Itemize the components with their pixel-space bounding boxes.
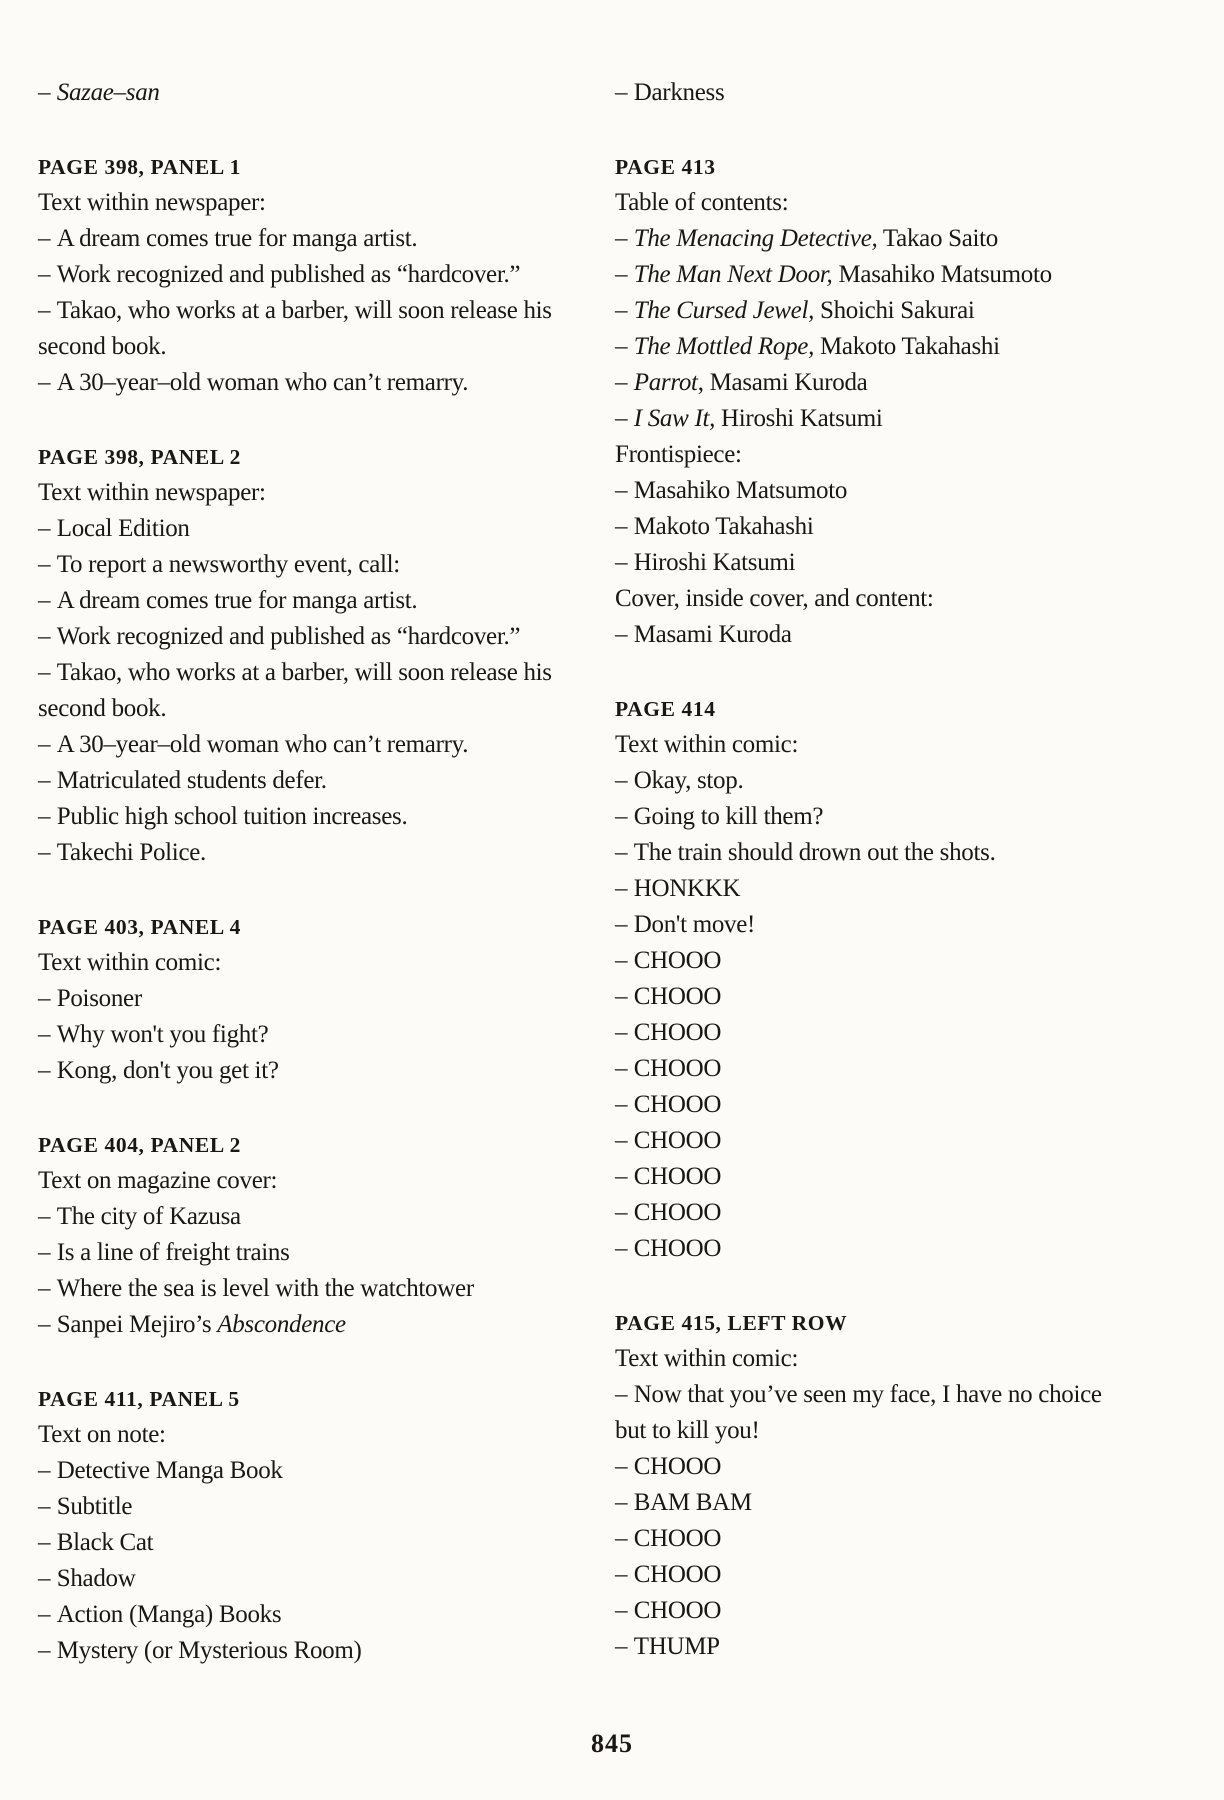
label-line: [615, 581, 1215, 617]
text-segment: , Masami Kuroda: [697, 369, 868, 396]
dash-marker: –: [615, 1489, 634, 1516]
text-segment: Hiroshi Katsumi: [633, 549, 796, 576]
list-item-line: [615, 1195, 1215, 1231]
text-segment: second book.: [38, 695, 167, 722]
list-item-line: [38, 835, 613, 871]
label-line: [615, 437, 1215, 473]
text-segment: Poisoner: [56, 985, 142, 1012]
text-section: [615, 149, 1215, 653]
text-segment: Frontispiece:: [615, 441, 742, 468]
left-column: [38, 75, 613, 1669]
list-item-line: [615, 1231, 1215, 1267]
dash-marker: –: [38, 1203, 57, 1230]
text-segment: A 30–year–old woman who can’t remarry.: [56, 369, 469, 396]
text-segment: Takechi Police.: [56, 839, 206, 866]
list-item-line: [615, 1557, 1215, 1593]
dash-marker: –: [615, 911, 634, 938]
list-item-line: [38, 257, 613, 293]
list-item-line: [38, 981, 613, 1017]
list-item-line: [38, 365, 613, 401]
text-segment: Black Cat: [56, 1529, 154, 1556]
list-item-line: [615, 979, 1215, 1015]
dash-marker: –: [38, 803, 57, 830]
list-item-line: [615, 871, 1215, 907]
text-segment: Table of contents:: [615, 189, 789, 216]
list-item-line: [38, 75, 613, 111]
text-section: [615, 691, 1215, 1267]
section-heading: PAGE 413: [615, 155, 716, 179]
list-item-line: [38, 511, 613, 547]
text-segment: Going to kill them?: [633, 803, 824, 830]
list-item-line: [615, 545, 1215, 581]
dash-marker: –: [615, 983, 634, 1010]
dash-marker: –: [615, 549, 634, 576]
list-item-line: [615, 617, 1215, 653]
text-segment: The city of Kazusa: [56, 1203, 241, 1230]
text-segment: CHOOO: [633, 1055, 722, 1082]
dash-marker: –: [615, 1199, 634, 1226]
text-segment: A dream comes true for manga artist.: [56, 225, 418, 252]
label-line: [615, 185, 1215, 221]
dash-marker: –: [615, 839, 634, 866]
text-segment: Makoto Takahashi: [814, 333, 1000, 360]
text-segment: HONKKK: [633, 875, 741, 902]
dash-marker: –: [615, 1091, 634, 1118]
dash-marker: –: [38, 659, 57, 686]
list-item-line: [615, 1087, 1215, 1123]
dash-marker: –: [38, 1529, 57, 1556]
list-item-line: [615, 257, 1215, 293]
list-item-line: [38, 1561, 613, 1597]
list-item-line: [38, 547, 613, 583]
dash-marker: –: [38, 1311, 57, 1338]
text-segment: Cover, inside cover, and content:: [615, 585, 934, 612]
text-segment: Is a line of freight trains: [56, 1239, 290, 1266]
text-segment: Masahiko Matsumoto: [832, 261, 1052, 288]
italic-text: The Man Next Door,: [633, 261, 833, 288]
dash-marker: –: [38, 623, 57, 650]
list-item-line: [615, 221, 1215, 257]
dash-marker: –: [615, 875, 634, 902]
section-heading: PAGE 411, PANEL 5: [38, 1387, 240, 1411]
text-segment: CHOOO: [633, 1235, 722, 1262]
list-item-line: [38, 1017, 613, 1053]
text-segment: Shadow: [56, 1565, 136, 1592]
page-number: 845: [591, 1729, 633, 1758]
text-segment: Takao, who works at a barber, will soon release his: [56, 659, 552, 686]
italic-text: The Menacing Detective,: [633, 225, 878, 252]
dash-marker: –: [38, 261, 57, 288]
list-item-line: [615, 329, 1215, 365]
dash-marker: –: [38, 551, 57, 578]
list-item-line: [38, 1271, 613, 1307]
dash-marker: –: [38, 1493, 57, 1520]
text-section: [615, 1305, 1215, 1665]
text-section: [38, 439, 613, 871]
list-item-line: [38, 1199, 613, 1235]
dash-marker: –: [615, 333, 634, 360]
text-segment: Local Edition: [56, 515, 190, 542]
list-item-line: [38, 293, 613, 329]
dash-marker: –: [615, 261, 634, 288]
dash-marker: –: [615, 1525, 634, 1552]
text-segment: Matriculated students defer.: [56, 767, 327, 794]
list-item-line: [615, 1485, 1215, 1521]
text-segment: CHOOO: [633, 1127, 722, 1154]
section-heading: PAGE 414: [615, 697, 716, 721]
list-item-line: [615, 763, 1215, 799]
label-line: [615, 1341, 1215, 1377]
text-segment: Sanpei Mejiro’s: [56, 1311, 218, 1338]
list-item-line: [615, 1051, 1215, 1087]
dash-marker: –: [38, 225, 57, 252]
dash-marker: –: [38, 1275, 57, 1302]
text-segment: CHOOO: [633, 947, 722, 974]
dash-marker: –: [615, 947, 634, 974]
text-section: [615, 75, 1215, 111]
text-segment: Okay, stop.: [633, 767, 744, 794]
dash-marker: –: [38, 1239, 57, 1266]
list-item-line: [615, 1593, 1215, 1629]
label-line: [38, 475, 613, 511]
text-segment: Text on magazine cover:: [38, 1167, 278, 1194]
text-segment: CHOOO: [633, 1199, 722, 1226]
dash-marker: –: [38, 767, 57, 794]
dash-marker: –: [38, 297, 57, 324]
list-item-line: [38, 1307, 613, 1343]
text-segment: BAM BAM: [633, 1489, 752, 1516]
text-segment: Public high school tuition increases.: [56, 803, 408, 830]
text-segment: Takao Saito: [877, 225, 998, 252]
list-item-line: [615, 1159, 1215, 1195]
text-segment: Mystery (or Mysterious Room): [56, 1637, 362, 1664]
text-segment: A 30–year–old woman who can’t remarry.: [56, 731, 469, 758]
text-segment: Where the sea is level with the watchtower: [56, 1275, 474, 1302]
list-item-line: [615, 1015, 1215, 1051]
text-segment: Text within comic:: [615, 1345, 799, 1372]
label-line: [38, 185, 613, 221]
text-segment: Masami Kuroda: [633, 621, 792, 648]
text-segment: Detective Manga Book: [56, 1457, 283, 1484]
dash-marker: –: [615, 369, 634, 396]
list-item-line: [615, 1123, 1215, 1159]
text-segment: A dream comes true for manga artist.: [56, 587, 418, 614]
text-segment: second book.: [38, 333, 167, 360]
dash-marker: –: [38, 985, 57, 1012]
text-segment: Work recognized and published as “hardcover.”: [56, 623, 521, 650]
list-item-line: [615, 1521, 1215, 1557]
text-segment: To report a newsworthy event, call:: [56, 551, 400, 578]
section-heading: PAGE 398, PANEL 2: [38, 445, 241, 469]
dash-marker: –: [38, 79, 57, 106]
list-item-line: [38, 221, 613, 257]
list-item-line: [615, 907, 1215, 943]
dash-marker: –: [38, 1457, 57, 1484]
list-item-line: [615, 293, 1215, 329]
dash-marker: –: [615, 405, 634, 432]
list-item-line: [38, 799, 613, 835]
text-segment: Work recognized and published as “hardcover.”: [56, 261, 521, 288]
text-section: [38, 1127, 613, 1343]
dash-marker: –: [615, 1055, 634, 1082]
text-segment: CHOOO: [633, 1091, 722, 1118]
text-segment: CHOOO: [633, 983, 722, 1010]
text-segment: CHOOO: [633, 1525, 722, 1552]
text-segment: Text on note:: [38, 1421, 166, 1448]
italic-text: I Saw It,: [633, 405, 716, 432]
text-section: [38, 75, 613, 111]
text-section: [38, 149, 613, 401]
list-item-line: [615, 799, 1215, 835]
continuation-line: [38, 329, 613, 365]
dash-marker: –: [615, 1019, 634, 1046]
dash-marker: –: [615, 803, 634, 830]
dash-marker: –: [38, 587, 57, 614]
text-segment: Darkness: [633, 79, 725, 106]
dash-marker: –: [38, 1057, 57, 1084]
text-segment: Now that you’ve seen my face, I have no choice: [633, 1381, 1102, 1408]
list-item-line: [38, 1525, 613, 1561]
page-footer: [0, 1726, 1224, 1762]
dash-marker: –: [38, 1637, 57, 1664]
list-item-line: [38, 1053, 613, 1089]
list-item-line: [38, 619, 613, 655]
list-item-line: [38, 1633, 613, 1669]
list-item-line: [615, 1629, 1215, 1665]
list-item-line: [615, 1377, 1215, 1413]
text-section: [38, 909, 613, 1089]
label-line: [38, 1417, 613, 1453]
dash-marker: –: [615, 1381, 634, 1408]
list-item-line: [615, 401, 1215, 437]
dash-marker: –: [615, 1633, 634, 1660]
dash-marker: –: [615, 621, 634, 648]
section-heading: PAGE 403, PANEL 4: [38, 915, 241, 939]
dash-marker: –: [38, 515, 57, 542]
text-segment: Don't move!: [633, 911, 756, 938]
dash-marker: –: [615, 477, 634, 504]
italic-text: The Cursed Jewel,: [633, 297, 815, 324]
dash-marker: –: [615, 79, 634, 106]
italic-text: The Mottled Rope,: [633, 333, 815, 360]
text-segment: Action (Manga) Books: [56, 1601, 282, 1628]
text-segment: Text within newspaper:: [38, 189, 266, 216]
label-line: [38, 1163, 613, 1199]
list-item-line: [38, 1597, 613, 1633]
text-segment: The train should drown out the shots.: [633, 839, 996, 866]
text-segment: CHOOO: [633, 1019, 722, 1046]
dash-marker: –: [615, 767, 634, 794]
list-item-line: [615, 1449, 1215, 1485]
dash-marker: –: [615, 297, 634, 324]
text-segment: Text within comic:: [615, 731, 799, 758]
text-segment: Shoichi Sakurai: [814, 297, 975, 324]
continuation-line: [38, 691, 613, 727]
dash-marker: –: [38, 731, 57, 758]
dash-marker: –: [615, 513, 634, 540]
dash-marker: –: [38, 1601, 57, 1628]
dash-marker: –: [615, 225, 634, 252]
section-heading: PAGE 415, LEFT ROW: [615, 1311, 848, 1335]
text-segment: THUMP: [633, 1633, 720, 1660]
text-segment: but to kill you!: [615, 1417, 760, 1444]
right-column: [615, 75, 1215, 1665]
section-heading: PAGE 404, PANEL 2: [38, 1133, 241, 1157]
list-item-line: [615, 473, 1215, 509]
list-item-line: [615, 509, 1215, 545]
text-segment: Hiroshi Katsumi: [715, 405, 883, 432]
list-item-line: [38, 1235, 613, 1271]
list-item-line: [38, 1453, 613, 1489]
text-segment: Takao, who works at a barber, will soon release his: [56, 297, 552, 324]
label-line: [615, 727, 1215, 763]
dash-marker: –: [615, 1163, 634, 1190]
text-segment: CHOOO: [633, 1453, 722, 1480]
label-line: [38, 945, 613, 981]
text-segment: Why won't you fight?: [56, 1021, 269, 1048]
section-heading: PAGE 398, PANEL 1: [38, 155, 241, 179]
list-item-line: [615, 365, 1215, 401]
dash-marker: –: [615, 1235, 634, 1262]
italic-text: Parrot: [633, 369, 698, 396]
list-item-line: [38, 583, 613, 619]
dash-marker: –: [615, 1453, 634, 1480]
dash-marker: –: [38, 1565, 57, 1592]
list-item-line: [38, 655, 613, 691]
dash-marker: –: [615, 1597, 634, 1624]
italic-text: Sazae–san: [56, 79, 160, 106]
list-item-line: [615, 943, 1215, 979]
list-item-line: [615, 835, 1215, 871]
text-section: [38, 1381, 613, 1669]
text-segment: CHOOO: [633, 1163, 722, 1190]
dash-marker: –: [615, 1561, 634, 1588]
text-segment: Makoto Takahashi: [633, 513, 814, 540]
text-segment: Text within comic:: [38, 949, 222, 976]
text-segment: Subtitle: [56, 1493, 133, 1520]
text-segment: CHOOO: [633, 1597, 722, 1624]
italic-text: Abscondence: [217, 1311, 346, 1338]
continuation-line: [615, 1413, 1215, 1449]
text-segment: CHOOO: [633, 1561, 722, 1588]
list-item-line: [38, 727, 613, 763]
list-item-line: [38, 1489, 613, 1525]
list-item-line: [615, 75, 1215, 111]
text-segment: Text within newspaper:: [38, 479, 266, 506]
dash-marker: –: [38, 369, 57, 396]
text-segment: Masahiko Matsumoto: [633, 477, 848, 504]
dash-marker: –: [615, 1127, 634, 1154]
dash-marker: –: [38, 1021, 57, 1048]
list-item-line: [38, 763, 613, 799]
dash-marker: –: [38, 839, 57, 866]
text-segment: Kong, don't you get it?: [56, 1057, 279, 1084]
